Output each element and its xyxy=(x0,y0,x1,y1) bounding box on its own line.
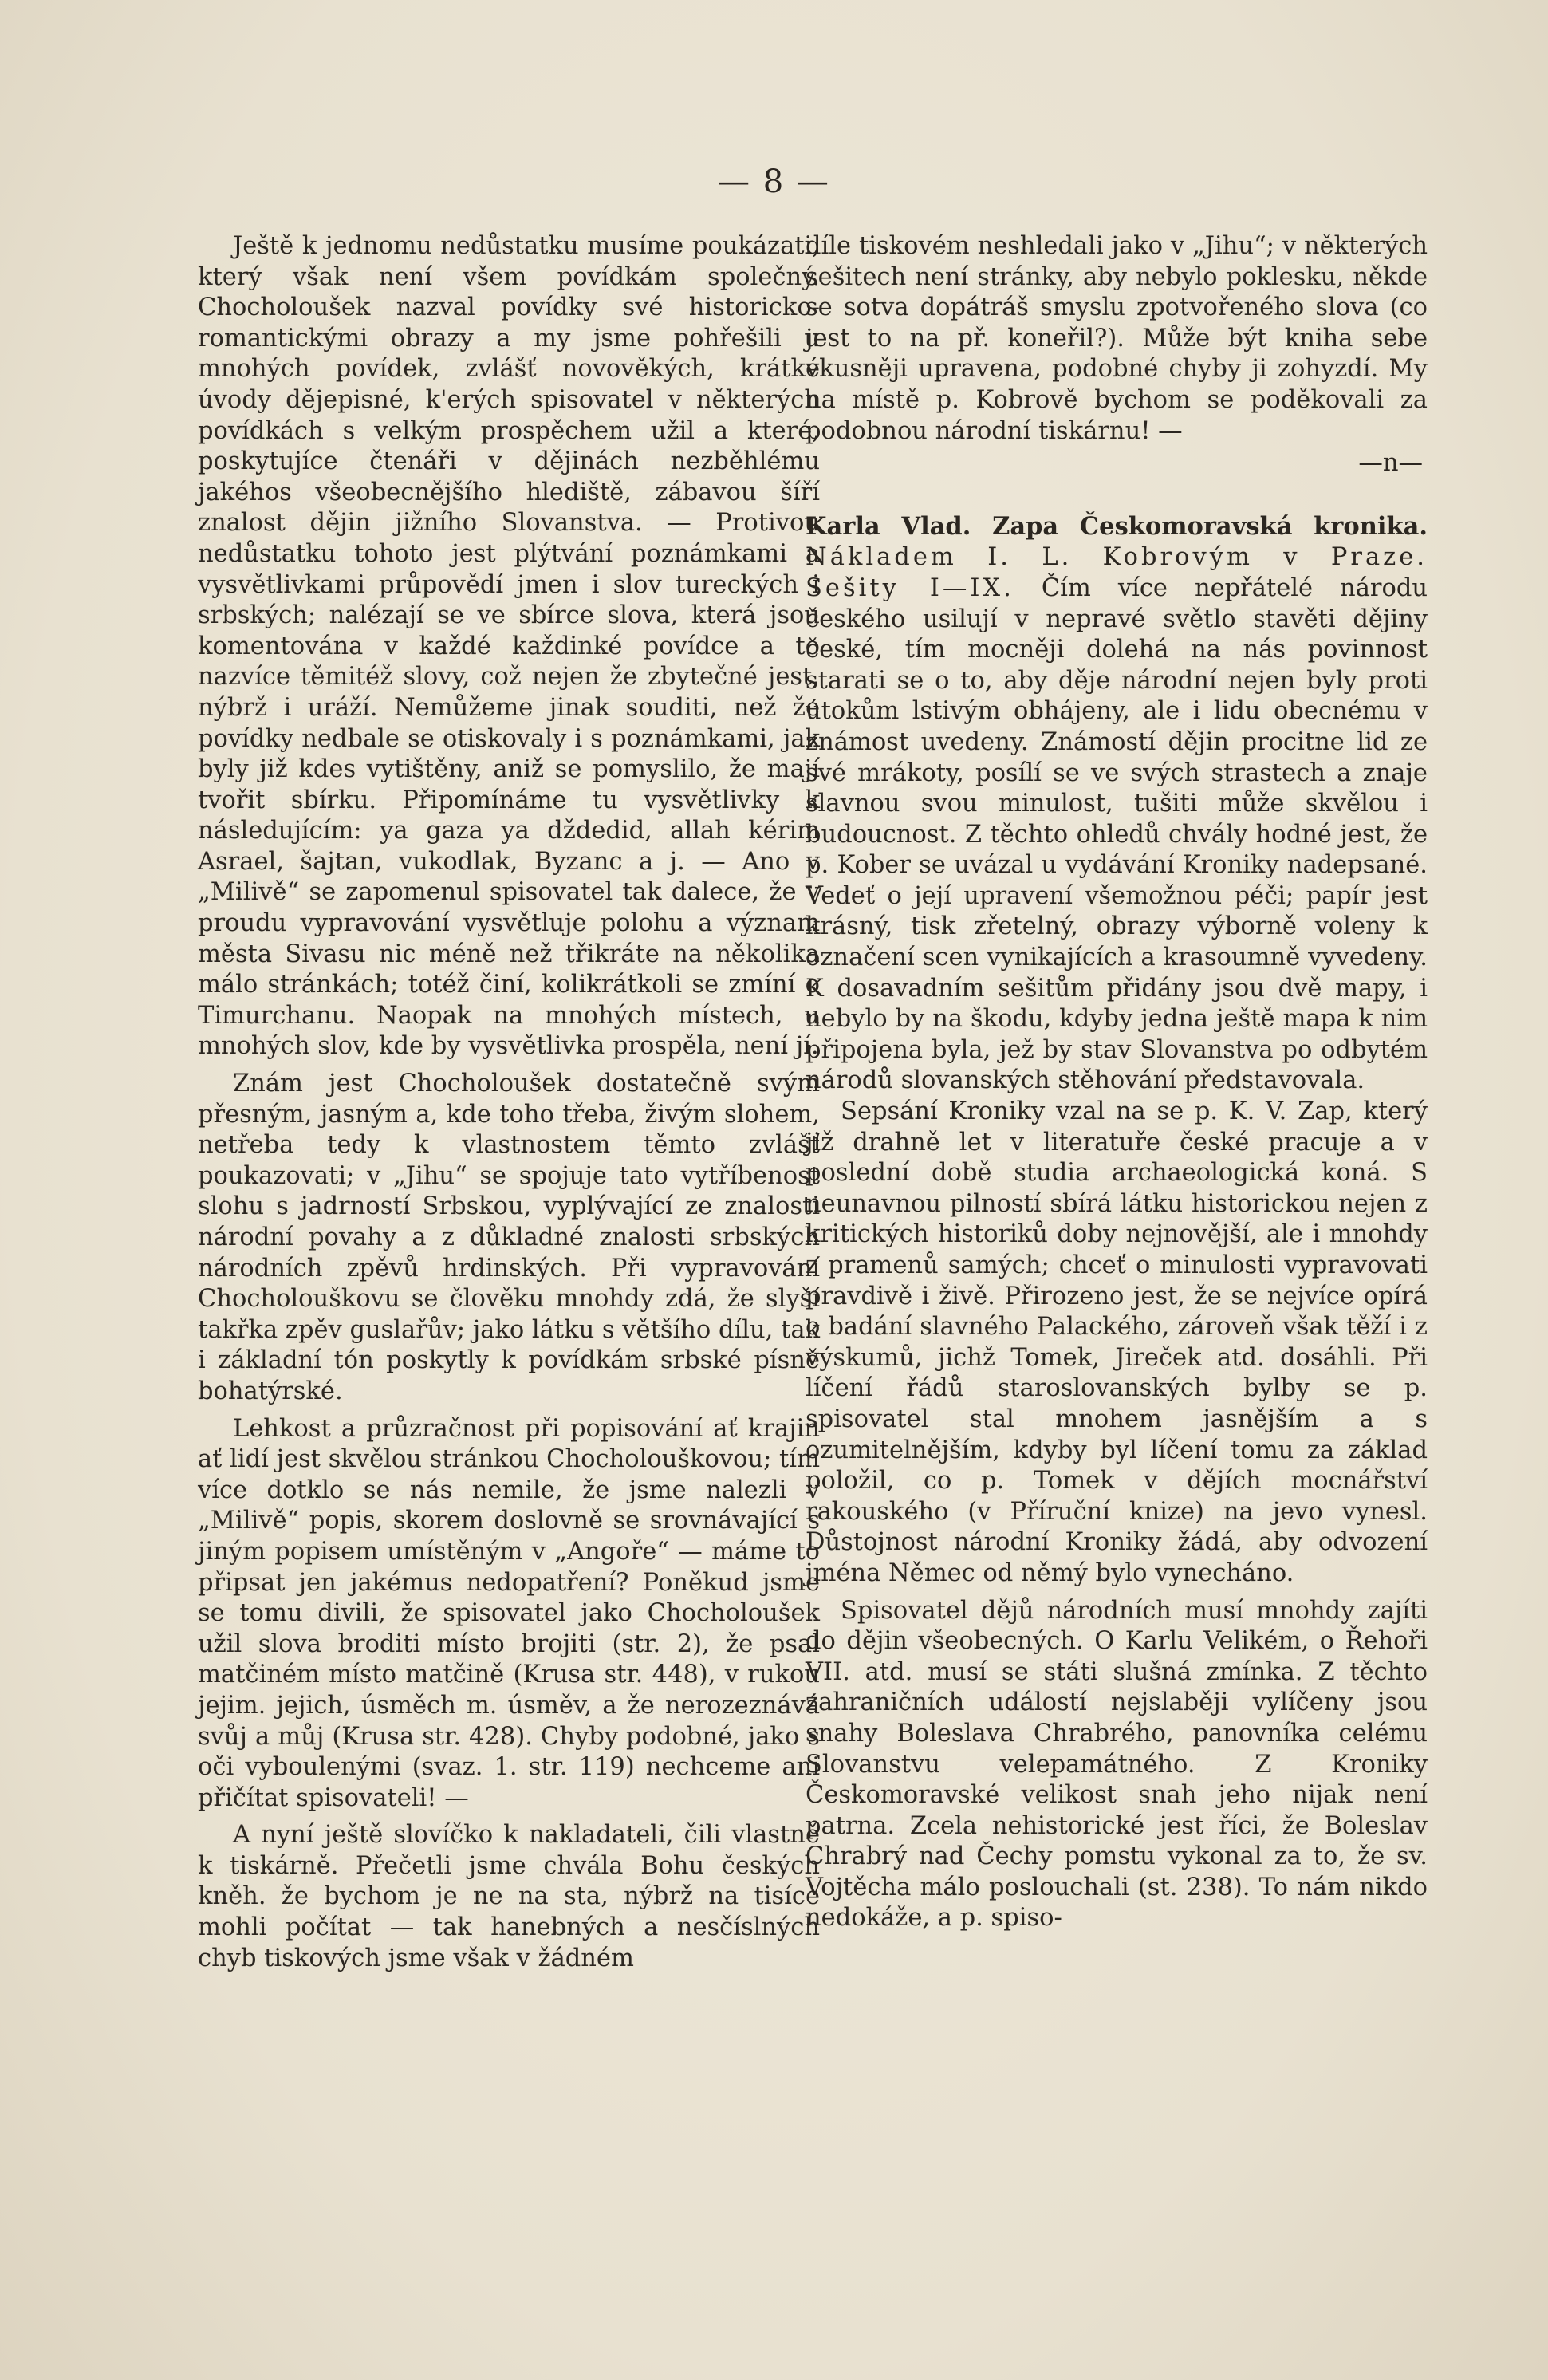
left-paragraph-2: Znám jest Chocholoušek dostatečně svým přesným, jasným a, kde toho třeba, živým slohem, netřeba tedy k vlastnostem těmto zvlášť poukazovati; v „Jihu“ se spojuje tato vytříbenost slohu s jadrností Srbskou, vyplývající ze znalosti národní povahy a z důkladné znalosti srbských národních zpěvů hrdinských. Při vypravování Chocholouškovu se člověku mnohdy zdá, že slyší takřka zpěv guslařův; jako látku s většího dílu, tak i základní tón poskytly k povídkám srbské písně bohatýrské. xyxy=(198,1070,820,1405)
right-column xyxy=(806,231,1428,1934)
review-paragraph-2: Sepsání Kroniky vzal na se p. K. V. Zap, který již drahně let v literatuře české pracuje a v poslední době studia archaeologická koná. S neunavnou pilností sbírá látku historickou nejen z kritických historiků doby nejnovější, ale i mnohdy z pramenů samých; chceť o minulosti vypravovati pravdivě i živě. Přirozeno jest, že se nejvíce opírá o badání slavného Palackého, zároveň však těží i z výskumů, jichž Tomek, Jireček atd. dosáhli. Při líčení řádů staroslovanských bylby se p. spisovatel stal mnohem jasnějším a s ozumitelnějším, kdyby byl líčení tomu za základ položil, co p. Tomek v dějích mocnářství rakouského (v Příruční knize) na jevo vynesl. Důstojnost národní Kroniky žádá, aby odvození jména Němec od němý bylo vynecháno. xyxy=(806,1097,1428,1587)
review-section xyxy=(806,511,1428,1097)
left-paragraph-4: A nyní ještě slovíčko k nakladateli, čili vlastně k tiskárně. Přečetli jsme chvála Bohu českých kněh. že bychom je ne na sta, nýbrž na tisíce mohli počítat — tak hanebných a nesčíslných chyb tiskových jsme však v žádném xyxy=(198,1821,820,1972)
right-continuation-paragraph: díle tiskovém neshledali jako v „Jihu“; v některých sešitech není stránky, aby nebylo poklesku, někde se sotva dopátráš smyslu zpotvořeného slova (co jest to na př. koneřil?). Může být kniha sebe vkusněji upravena, podobné chyby ji zohyzdí. My na místě p. Kobrově bychom se poděkovali za podobnou národní tiskárnu! — xyxy=(806,232,1428,445)
review-paragraph-3: Spisovatel dějů národních musí mnohdy zajíti do dějin všeobecných. O Karlu Velikém, o Řehoři VII. atd. musí se státi slušná zmínka. Z těchto zahraničních událostí nejslaběji vylíčeny jsou snahy Boleslava Chrabrého, panovníka celému Slovanstvu velepamátného. Z Kroniky Českomoravské velikost snah jeho nijak není patrna. Zcela nehistorické jest říci, že Boleslav Chrabrý nad Čechy pomstu vykonal za to, že sv. Vojtěcha málo poslouchali (st. 238). To nám nikdo nedokáže, a p. spiso- xyxy=(806,1596,1428,1933)
left-column xyxy=(198,231,820,1974)
review-paragraph-1 xyxy=(806,511,1428,1097)
review-heading: Karla Vlad. Zapa Českomoravská kronika. xyxy=(806,511,1428,541)
review-intro: Čím více nepřátelé národu českého usilují v nepravé světlo stavěti dějiny české, tím mocněji dolehá na nás povinnost starati se o to, aby děje národní nejen byly proti útokům lstivým obhájeny, ale i lidu obecnému v známost uvedeny. Známostí dějin procitne lid ze své mrákoty, posílí se ve svých strastech a znaje slavnou svou minulost, tušiti může skvělou i budoucnost. Z těchto ohledů chvály hodné jest, že p. Kober se uvázal u vydávání Kroniky nadepsané. Vedeť o její upravení všemožnou péči; papír jest krásný, tisk zřetelný, obrazy výborně voleny k označení scen vynikajících a krasoumně vyvedeny. K dosavadním sešitům přidány jsou dvě mapy, i nebylo by na škodu, kdyby jedna ještě mapa k nim připojena byla, jež by stav Slovanstva po odbytém národů slovanských stěhování představovala. xyxy=(806,573,1428,1095)
page-number: — 8 — xyxy=(718,164,830,200)
review-publisher: Nákladem I. L. Kobrovým v Praze. Sešity I—IX. xyxy=(806,543,1428,602)
left-paragraph-1: Ještě k jednomu nedůstatku musíme poukázati, který však není všem povídkám společný. Chocholoušek nazval povídky své historicko-romantickými obrazy a my jsme pohřešili u mnohých povídek, zvlášť novověkých, krátké úvody dějepisné, k'erých spisovatel v některých povídkách s velkým prospěchem užil a které, poskytujíce čtenáři v dějinách nezběhlému jakéhos všeobecnějšího hlediště, zábavou šíří znalost dějin jižního Slovanstva. — Protivou nedůstatku tohoto jest plýtvání poznámkami a vysvětlivkami průpovědí jmen i slov tureckých i srbských; nalézají se ve sbírce slova, která jsou komentována v každé každinké povídce a to nazvíce těmitéž slovy, což nejen že zbytečné jest, nýbrž i uráží. Nemůžeme jinak souditi, než že povídky nedbale se otiskovaly i s poznámkami, jak byly již kdes vytištěny, aniž se pomyslilo, že mají tvořit sbírku. Připomínáme tu vysvětlivky k následujícím: ya gaza ya dždedid, allah kérim Asrael, šajtan, vukodlak, Byzanc a j. — Ano v „Milivě“ se zapomenul spisovatel tak dalece, že v proudu vypravování vysvětluje polohu a význam města Sivasu nic méně než třikráte na několika málo stránkách; totéž činí, kolikrátkoli se zmíní o Timurchanu. Naopak na mnohých místech, u mnohých slov, kde by vysvětlivka prospěla, není jí. xyxy=(198,232,820,1061)
author-signature: —n— xyxy=(1358,449,1423,478)
left-paragraph-3: Lehkost a průzračnost při popisování ať krajin ať lidí jest skvělou stránkou Chocholouškovou; tím více dotklo se nás nemile, že jsme nalezli v „Milivě“ popis, skorem doslovně se srovnávající s jiným popisem umístěným v „Angoře“ — máme to připsat jen jakémus nedopatření? Poněkud jsme se tomu divili, že spisovatel jako Chocholoušek užil slova broditi místo brojiti (str. 2), že psal matčiném místo matčině (Krusa str. 448), v rukou jejim. jejich, úsměch m. úsměv, a že nerozeznává svůj a můj (Krusa str. 428). Chyby podobné, jako s oči vyboulenými (svaz. 1. str. 119) nechceme ani přičítat spisovateli! — xyxy=(198,1414,820,1812)
